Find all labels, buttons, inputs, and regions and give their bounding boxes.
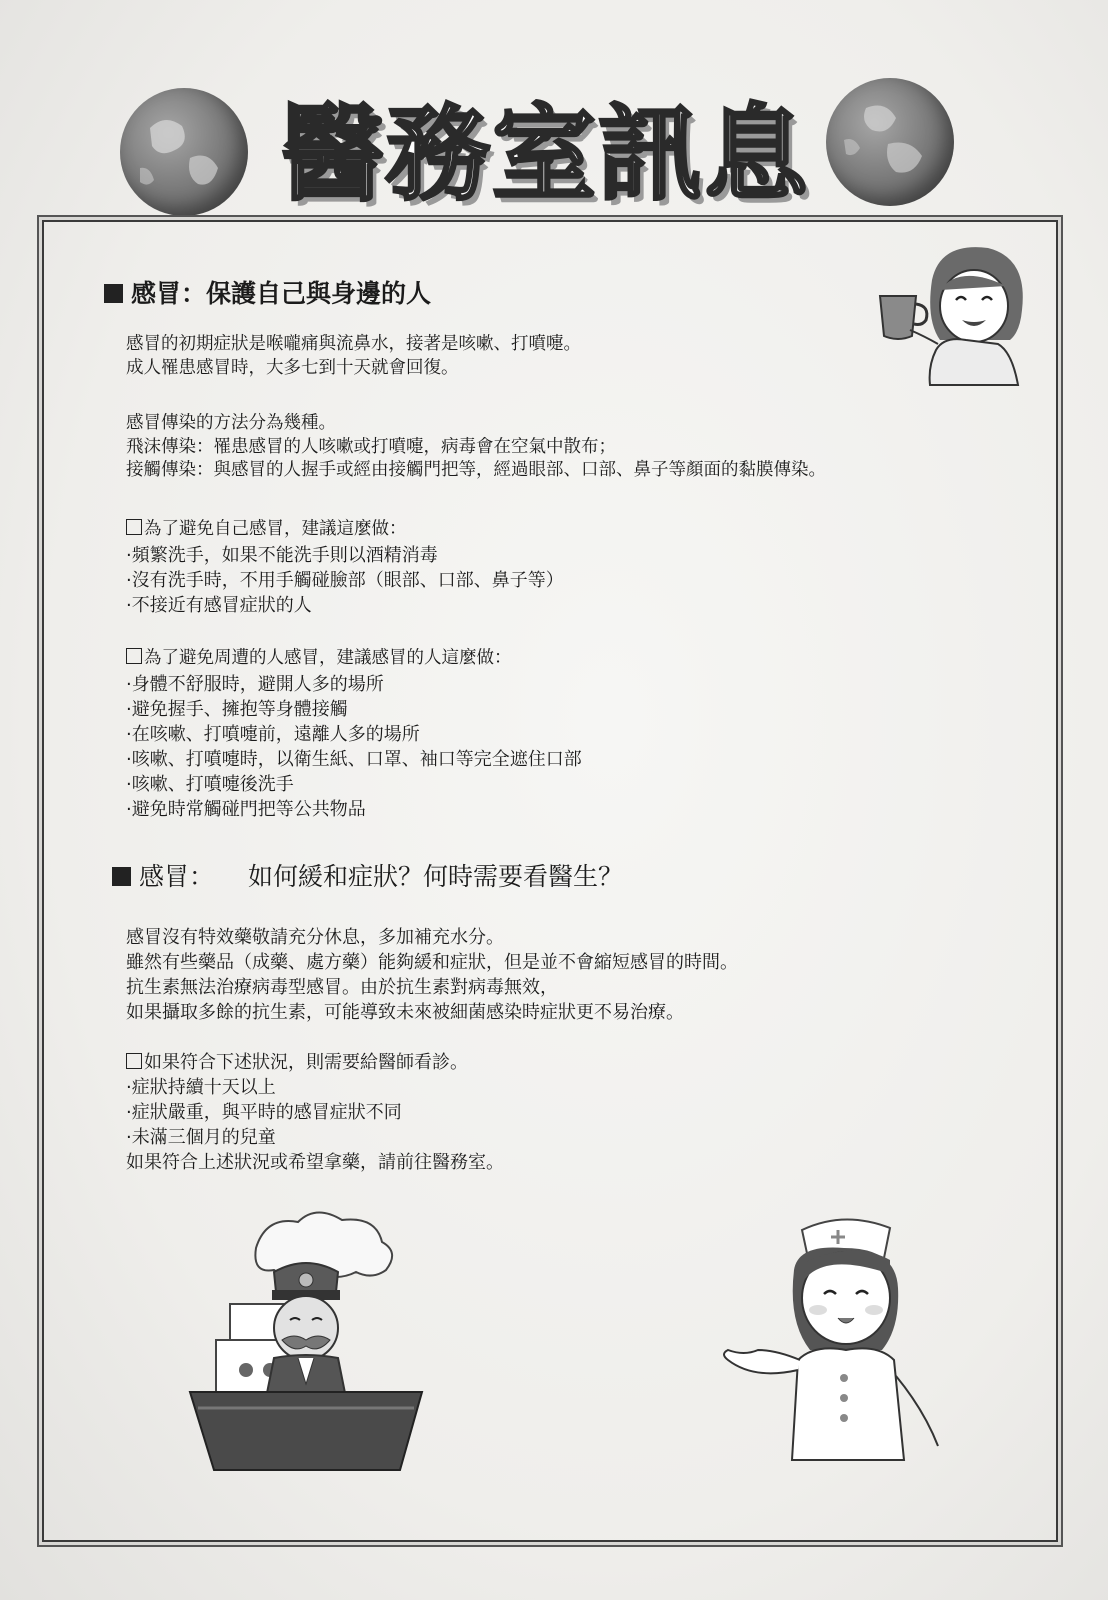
page-header <box>0 60 1108 220</box>
paragraph-line: 感冒的初期症狀是喉嚨痛與流鼻水，接著是咳嗽、打噴嚏。 <box>126 334 581 354</box>
section2-heading <box>112 857 623 893</box>
list-item: ·頻繁洗手，如果不能洗手則以酒精消毒 <box>126 545 438 566</box>
paragraph-line: 雖然有些藥品（成藥、處方藥）能夠緩和症狀，但是並不會縮短感冒的時間。 <box>126 952 738 973</box>
doctor-visit-block <box>126 1050 504 1175</box>
paragraph-line: 成人罹患感冒時，大多七到十天就會回復。 <box>126 357 459 378</box>
closing-line: 如果符合上述狀況或希望拿藥，請前往醫務室。 <box>126 1152 504 1173</box>
list-item: ·咳嗽、打噴嚏時，以衛生紙、口罩、袖口等完全遮住口部 <box>126 749 582 770</box>
list-item: ·在咳嗽、打噴嚏前，遠離人多的場所 <box>126 724 420 745</box>
square-bullet-icon <box>112 867 131 886</box>
paragraph-line: 飛沫傳染：罹患感冒的人咳嗽或打噴嚏，病毒會在空氣中散布； <box>126 436 616 457</box>
section2-body <box>126 925 738 1025</box>
section2-heading-prefix: 感冒： <box>139 862 215 891</box>
list-item: ·咳嗽、打噴嚏後洗手 <box>126 774 294 795</box>
list-item: ·未滿三個月的兒童 <box>126 1127 276 1148</box>
list-item: ·避免時常觸碰門把等公共物品 <box>126 799 366 820</box>
section1-transmission <box>126 412 826 483</box>
paragraph-line: 感冒沒有特效藥敬請充分休息，多加補充水分。 <box>126 927 504 948</box>
doctor-visit-title: 如果符合下述狀況，則需要給醫師看診。 <box>144 1052 468 1073</box>
paragraph-line: 如果攝取多餘的抗生素，可能導致未來被細菌感染時症狀更不易治療。 <box>126 1002 684 1023</box>
list-item: ·沒有洗手時，不用手觸碰臉部（眼部、口部、鼻子等） <box>126 570 564 591</box>
self-prevention-title: 為了避免自己感冒，建議這麼做： <box>144 519 407 539</box>
self-prevention-block <box>126 518 407 542</box>
others-prevention-list <box>126 672 582 822</box>
globe-icon <box>826 78 954 206</box>
checkbox-icon <box>126 648 142 664</box>
list-item: ·避免握手、擁抱等身體接觸 <box>126 699 348 720</box>
section1-intro <box>126 333 581 380</box>
girl-drinking-icon <box>870 240 1030 390</box>
section1-heading-text: 感冒：保護自己與身邊的人 <box>131 279 432 308</box>
ship-captain-icon <box>186 1208 426 1478</box>
nurse-icon <box>714 1210 954 1470</box>
paragraph-line: 抗生素無法治療病毒型感冒。由於抗生素對病毒無效， <box>126 977 558 998</box>
page-title: 醫務室訊息 <box>279 93 810 215</box>
checkbox-icon <box>126 519 142 535</box>
paragraph-line: 接觸傳染：與感冒的人握手或經由接觸門把等，經過眼部、口部、鼻子等顏面的黏膜傳染。 <box>126 460 826 480</box>
others-prevention-block <box>126 647 512 671</box>
list-item: ·症狀嚴重，與平時的感冒症狀不同 <box>126 1102 402 1123</box>
list-item: ·症狀持續十天以上 <box>126 1077 276 1098</box>
square-bullet-icon <box>104 284 123 303</box>
list-item: ·身體不舒服時，避開人多的場所 <box>126 674 384 695</box>
paragraph-line: 感冒傳染的方法分為幾種。 <box>126 413 336 433</box>
globe-icon <box>120 88 248 216</box>
section1-heading <box>104 274 431 310</box>
others-prevention-title: 為了避免周遭的人感冒，建議感冒的人這麼做： <box>144 648 512 668</box>
section2-heading-text: 如何緩和症狀？何時需要看醫生？ <box>248 862 624 891</box>
self-prevention-list <box>126 543 564 618</box>
list-item: ·不接近有感冒症狀的人 <box>126 595 312 616</box>
checkbox-icon <box>126 1053 142 1069</box>
